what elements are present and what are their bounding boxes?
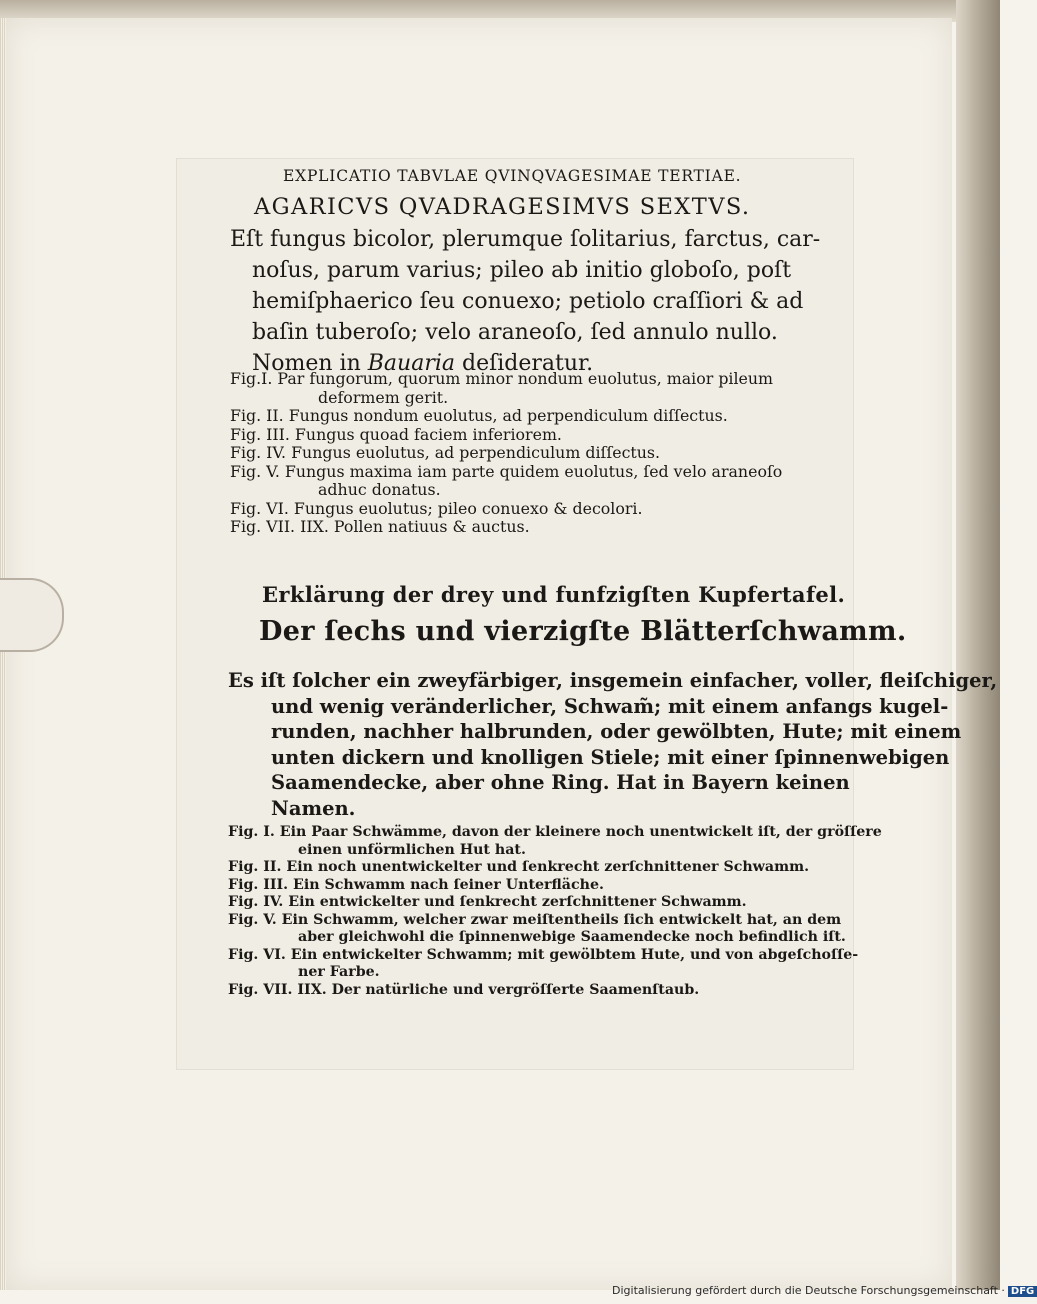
german-fig-6: Fig. VI. Ein entwickelter Schwamm; mit gewölbtem Hute, und von abgeſchoſſe- [228,946,859,963]
latin-description [230,224,850,379]
latin-fig-5-cont: adhuc donatus. [318,480,441,499]
latin-subtitle: AGARICVS QVADRAGESIMVS SEXTVS. [254,194,751,220]
place-name: Bauaria [367,351,455,376]
latin-fig-1-cont: deformem gerit. [318,387,449,407]
latin-fig-5: Fig. V. Fungus maxima iam parte quidem euolutus, ſed velo araneoſo [230,461,783,481]
latin-line: baſin tuberoſo; velo araneoſo, ſed annulo nullo. [252,320,778,345]
latin-line: noſus, parum varius; pileo ab initio globoſo, poſt [252,258,792,283]
latin-line: Eſt fungus bicolor, plerumque ſolitarius, farctus, car- [230,227,821,252]
latin-fig-7-8: Fig. VII. IIX. Pollen natiuus & auctus. [230,517,530,536]
german-figure-list [228,824,882,999]
german-line: Es iſt ſolcher ein zweyfärbiger, insgemein einfacher, voller, fleiſchiger, [228,669,998,692]
german-fig-1: Fig. I. Ein Paar Schwämme, davon der kleinere noch unentwickelt iſt, der gröſſere [228,824,882,840]
german-fig-5-cont: aber gleichwohl die ſpinnenwebige Saamendecke noch befindlich iſt. [298,929,846,945]
german-fig-5: Fig. V. Ein Schwamm, welcher zwar meiſtentheils ſich entwickelt hat, an dem [228,911,842,928]
german-subtitle: Der ſechs und vierzigſte Blätterſchwamm. [259,616,907,647]
german-fig-1-cont: einen unförmlichen Hut hat. [298,841,526,858]
latin-figure-list [230,370,782,537]
latin-fig-6: Fig. VI. Fungus euolutus; pileo conuexo & decolori. [230,498,643,518]
german-fig-4: Fig. IV. Ein entwickelter und ſenkrecht zerſchnittener Schwamm. [228,894,747,910]
latin-line-last: Nomen in Bauaria deſideratur. [252,351,594,376]
german-fig-6-cont: ner Farbe. [298,964,380,980]
german-fig-2: Fig. II. Ein noch unentwickelter und ſenkrecht zerſchnittener Schwamm. [228,859,810,875]
german-fig-7-8: Fig. VII. IIX. Der natürliche und vergröſſerte Saamenſtaub. [228,981,700,998]
latin-title: EXPLICATIO TABVLAE QVINQVAGESIMAE TERTIAE. [283,167,742,185]
german-description [228,668,997,821]
funding-footer [612,1284,1037,1297]
dfg-logo: DFG [1008,1286,1037,1297]
book-spine [956,0,1000,1290]
german-title: Erklärung der drey und funfzigſten Kupfertafel. [262,582,846,607]
german-line: Namen. [271,796,356,820]
latin-fig-3: Fig. III. Fungus quoad faciem inferiorem. [230,424,562,444]
german-line: runden, nachher halbrunden, oder gewölbten, Hute; mit einem [271,720,962,743]
page-tab [0,578,64,652]
funding-text: Digitalisierung gefördert durch die Deutsche Forschungsgemeinschaft · [612,1284,1005,1297]
german-line: unten dickern und knolligen Stiele; mit einer ſpinnenwebigen [271,745,950,769]
latin-fig-4: Fig. IV. Fungus euolutus, ad perpendiculum diſſectus. [230,443,661,462]
german-line: und wenig veränderlicher, Schwam̃; mit einem anfangs kugel- [271,694,949,718]
german-line: Saamendecke, aber ohne Ring. Hat in Bayern keinen [271,771,850,794]
latin-fig-1: Fig.I. Par fungorum, quorum minor nondum euolutus, maior pileum [230,369,774,388]
german-fig-3: Fig. III. Ein Schwamm nach ſeiner Unterfläche. [228,876,604,893]
latin-line: hemiſphaerico ſeu conuexo; petiolo craſſiori & ad [252,289,804,314]
latin-fig-2: Fig. II. Fungus nondum euolutus, ad perpendiculum diſſectus. [230,406,728,425]
